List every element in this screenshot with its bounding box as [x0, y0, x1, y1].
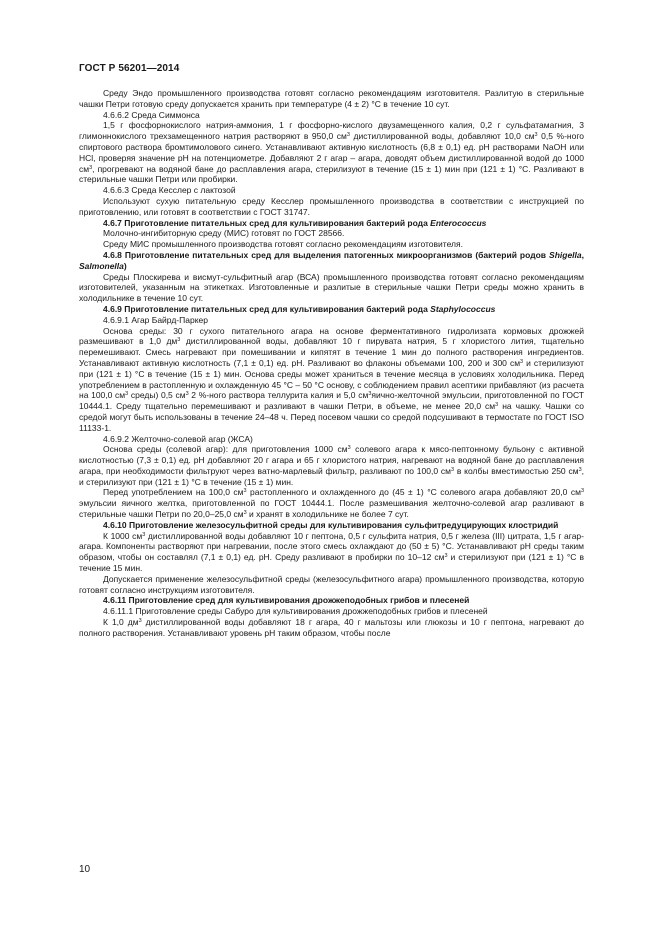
text-segment: дистиллированной воды, добавляют 10 г пирувата натрия, 5 г хлористого лития, тщательно перемешивают. Смесь нагревают при помешивании и кипятят в течение 1 мин до полного растворения ингредиентов. Устанавливают активную кислотность (7,1 ± 0,1) ед. рН. Разливают во флаконы объемами 100, 200 и 300 см	[79, 336, 584, 368]
text-segment: 2 %-ного раствора теллурита калия и 5,0 см	[188, 390, 369, 401]
paragraph-p21	[79, 606, 584, 617]
paragraph-p8	[79, 239, 584, 250]
text-segment: 4.6.9.2 Желточно-солевой агар (ЖСА)	[103, 433, 253, 444]
superscript: 3	[142, 531, 146, 538]
text-segment: 4.6.7 Приготовление питательных сред для культивирования бактерий рода	[103, 217, 431, 228]
superscript: 3	[450, 466, 455, 473]
text-segment: Основа среды (солевой агар): для приготовления 1000 см	[103, 444, 348, 455]
paragraph-p1	[79, 88, 584, 110]
text-segment: Молочно-ингибиторную среду (МИС) готовят по ГОСТ 28566.	[103, 228, 345, 239]
superscript: 3	[444, 553, 448, 560]
italic-text: Salmonella	[79, 260, 124, 271]
text-segment: среды) 0,5 см	[128, 390, 186, 401]
text-segment: в колбы вместимостью 250 см	[454, 465, 579, 476]
italic-text: Shigella	[549, 249, 582, 260]
text-segment: , и стерилизуют при (121 ± 1) °С в течение (15 ± 1) мин.	[79, 465, 584, 487]
superscript: 3	[89, 164, 93, 171]
text-segment: Среду МИС промышленного производства готовят согласно рекомендациям изготовителя.	[103, 239, 463, 250]
superscript: 3	[346, 132, 350, 139]
superscript: 3	[243, 488, 247, 495]
text-segment: Основа среды: 30 г сухого питательного агара на основе ферментативного гидролизата кормовых дрожжей размешивают в 1,0 дм	[79, 325, 584, 347]
document-body	[79, 88, 584, 639]
text-segment: дистиллированной воды, добавляют 10,0 см	[349, 131, 535, 142]
superscript: 3	[495, 402, 499, 409]
paragraph-p13	[79, 326, 584, 434]
superscript: 3	[125, 391, 129, 398]
text-segment: 4.6.8 Приготовление питательных сред для выделения патогенных микроорганизмов (бактерий родов	[103, 249, 550, 260]
paragraph-p17	[79, 520, 584, 531]
text-segment: и хранят в холодильнике не более 7 сут.	[246, 509, 409, 520]
superscript: 3	[578, 466, 582, 473]
paragraph-p4	[79, 185, 584, 196]
text-segment: Среды Плоскирева и висмут-сульфитный агар (ВСА) промышленного производства готовят согласно рекомендациям изготовителей, указанным на этикетках. Изготовленные и разлитые в стерильные чашки Петри среды можно хранить в холодильнике в течение 10 сут.	[79, 271, 584, 304]
text-segment: ,	[581, 249, 584, 260]
text-segment: солевого агара к мясо-пептонному бульону с активной кислотностью (7,3 ± 0,1) ед. рН добавляют 20 г агара и 65 г хлористого натрия, нагревают на водяной бане до расплавления агара, при необходимости фильтруют через ватно-марлевый фильтр, разливают по 100,0 см	[79, 444, 584, 476]
text-segment: Перед употреблением на 100,0 см	[103, 487, 244, 498]
text-segment: дистиллированной воды добавляют 18 г агара, 40 г мальтозы или глюкозы и 10 г пептона, нагревают до полного растворения. Устанавливают уровень рН таким образом, чтобы после	[79, 617, 584, 638]
superscript: 3	[534, 132, 538, 139]
text-segment: Используют сухую питательную среду Кесслер промышленного производства в соответствии с инструкцией по приготовлению, или готовят в соответствии с ГОСТ 31747.	[79, 195, 584, 217]
text-segment: )	[123, 260, 127, 271]
text-segment: эмульсии яичного желтка, приготовленной по ГОСТ 10444.1. После размешивания желточно-солевой агар разливают в стерильные чашки Петри по 20,0–25,0 см	[79, 498, 584, 520]
paragraph-p16	[79, 487, 584, 519]
superscript: 3	[177, 337, 181, 344]
document-header: ГОСТ Р 56201—2014	[79, 63, 180, 74]
text-segment: растопленного и охлажденного до (45 ± 1) °С солевого агара добавляют 20,0 см	[246, 487, 581, 498]
paragraph-p15	[79, 444, 584, 487]
paragraph-p19	[79, 574, 584, 596]
paragraph-p3	[79, 120, 584, 185]
superscript: 3	[347, 445, 351, 452]
text-segment: К 1,0 дм	[103, 617, 139, 628]
paragraph-p2	[79, 110, 584, 121]
paragraph-p7	[79, 228, 584, 239]
text-segment: Среду Эндо промышленного производства готовят согласно рекомендациям изготовителя. Разлитую в стерильные чашки Петри готовую среду допускается хранить при температуре (4 ± 2) °С в течение 10 сут.	[79, 88, 584, 109]
text-segment: 4.6.9.1 Агар Байрд-Паркер	[103, 314, 208, 325]
page-number: 10	[79, 864, 91, 875]
text-segment: 4.6.11 Приготовление сред для культивирования дрожжеподобных грибов и плесеней	[103, 595, 470, 606]
text-segment: Допускается применение железосульфитной среды (железосульфитного агара) промышленного производства, которую готовят согласно инструкциям изготовителя.	[79, 573, 584, 595]
text-segment: дистиллированной воды добавляют 10 г пептона, 0,5 г сульфита натрия, 0,5 г железа (III) цитрата, 1,5 г агар-агара. Компоненты растворяют при нагревании, после этого смесь охлаждают до (50 ± 5) °С. Устанавливают рН среды таким образом, чтобы он составлял (7,1 ± 0,1) ед. рН. Среду разливают в пробирки по 10–12 см	[79, 530, 584, 563]
paragraph-p22	[79, 617, 584, 639]
paragraph-p5	[79, 196, 584, 218]
text-segment: 1,5 г фосфорнокислого натрия-аммония, 1 г фосфорно-кислого двузамещенного калия, 0,2 г сульфатамагния, 3 глимоннокислого трехзамещенного натрия растворяют в 950,0 см	[79, 120, 584, 142]
text-segment: на чашку. Чашки со средой могут быть использованы в течение 24–48 ч. Перед посевом чашки со средой подсушивают в термостате по ГОСТ ISO 11133-1.	[79, 401, 584, 433]
text-segment: и стерилизуют при (121 ± 1) °С в течение 15 мин.	[79, 552, 584, 574]
text-segment: 0,5 %-ного спиртового раствора бромтимолового синего. Устанавливают активную кислотность (6,8 ± 0,1) ед. рН растворами NaOH или HCl, проверяя значение рН на потенциометре. Добавляют 2 г агар – агара, доводят объем дистиллированной водой до 1000 см	[79, 131, 584, 174]
superscript: 3	[138, 618, 142, 625]
paragraph-p14	[79, 434, 584, 445]
text-segment: яично-желточной эмульсии, приготовленной по ГОСТ 10444.1. Среду тщательно перемешивают и разливают в чашки Петри, в объеме, не менее 20,0 см	[79, 390, 585, 412]
text-segment: К 1000 см	[103, 530, 143, 541]
text-segment: 4.6.6.3 Среда Кесслер с лактозой	[103, 185, 236, 196]
text-segment: 4.6.10 Приготовление железосульфитной среды для культивирования сульфитредуцирующих клостридий	[103, 519, 559, 530]
superscript: 3	[520, 358, 524, 365]
italic-text: Enterococcus	[430, 217, 487, 228]
text-segment: 4.6.11.1 Приготовление среды Сабуро для культивирования дрожжеподобных грибов и плесеней	[103, 606, 488, 617]
superscript: 3	[185, 391, 189, 398]
text-segment: , прогревают на водяной бане до расплавления агара, стерилизуют в течение (15 ± 1) мин при (121 ± 1) °С. Разливают в стерильные чашки Петри или пробирки.	[79, 163, 584, 185]
paragraph-p12	[79, 315, 584, 326]
paragraph-p11	[79, 304, 584, 315]
paragraph-p6	[79, 218, 584, 229]
paragraph-p18	[79, 531, 584, 574]
italic-text: Staphylococcus	[430, 303, 496, 314]
superscript: 3	[580, 488, 584, 495]
text-segment: и стерилизуют при (121 ± 1) °С в течение (15 ± 1) мин. Основа среды может храниться в течение месяца в условиях холодильника. Перед употреблением в растопленную и охлажденную 45 °С – 50 °С основу, с соблюдением правил асептики прибавляют (из расчета на 100,0 см	[79, 357, 585, 401]
paragraph-p10	[79, 272, 584, 304]
superscript: 3	[243, 510, 247, 517]
superscript: 3	[368, 391, 372, 398]
text-segment: 4.6.6.2 Среда Симмонса	[103, 109, 200, 120]
paragraph-p9	[79, 250, 584, 272]
text-segment: 4.6.9 Приготовление питательных сред для культивирования бактерий рода	[103, 303, 431, 314]
paragraph-p20	[79, 595, 584, 606]
